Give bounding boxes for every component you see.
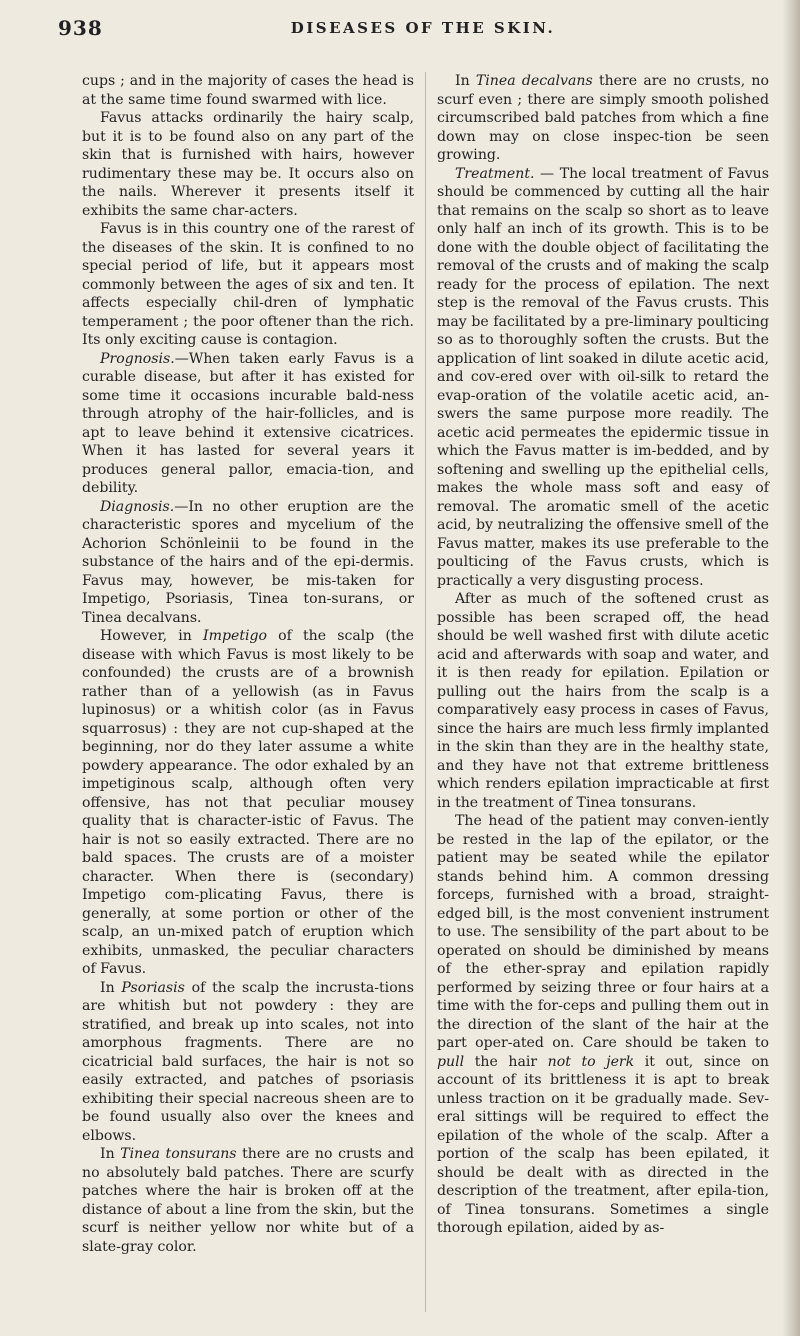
paragraph-prognosis — [82, 350, 414, 498]
column-divider — [425, 72, 426, 1312]
term-label: Impetigo — [203, 628, 268, 644]
left-column — [82, 72, 414, 1256]
paragraph-psoriasis — [82, 979, 414, 1146]
paragraph-treatment — [437, 165, 769, 591]
paragraph-diagnosis — [82, 498, 414, 628]
paragraph-text: — The local treatment of Favus should be commenced by cutting all the hair that remains on the scalp so short as to leave only half an inch of its growth. This is to be done with the double object of facilitating the removal of the crusts and of making the scalp ready for the process of epilation. The next step is the removal of the Favus crusts. This may be facilitated by a pre-liminary poulticing so as to thoroughly soften the crusts. But the application of lint soaked in dilute acetic acid, and cov-ered over with oil-silk to retard the evap-oration of the volatile acetic acid, an-swers the same purpose more readily. The acetic acid permeates the epidermic tissue in which the Favus matter is im-bedded, and by softening and swelling up the epithelial cells, makes the whole mass soft and easy of removal. The aromatic smell of the acetic acid, by neutralizing the offensive smell of the Favus matter, makes its use preferable to the poulticing of the Favus crusts, which is practically a very disgusting process. — [437, 165, 769, 589]
paragraph-text: of the scalp the incrusta-tions are whitish but not powdery : they are stratified, and break up into scales, not into amorphous fragments. There are no cicatricial bald surfaces, the hair is not so easily extracted, and patches of psoriasis exhibiting their special nacreous sheen are to be found usually also over the knees and elbows. — [82, 979, 414, 1144]
paragraph: Favus attacks ordinarily the hairy scalp, but it is to be found also on any part of the skin that is furnished with hairs, however rudimentary these may be. It occurs also on the nails. Wherever it presents itself it exhibits the same char-acters. — [82, 110, 414, 219]
paragraph-epilation — [437, 812, 769, 1238]
term-label: Tinea tonsurans — [120, 1146, 237, 1162]
section-label: Treatment. — [455, 165, 535, 182]
paragraph: Favus is in this country one of the rarest of the diseases of the skin. It is confined to no special period of life, but it appears most commonly between the ages of six and ten. It affects especially chil-dren of lymphatic temperament ; the poor oftener than the rich. Its only exciting cause is contagion. — [82, 221, 414, 348]
paragraph-text: However, in — [100, 628, 204, 644]
page-number: 938 — [58, 16, 103, 40]
paragraph-text: In — [100, 979, 122, 996]
paragraph-text: there are no crusts, no scurf even ; there are simply smooth polished circumscribed bald patches from which a fine down may on close inspec-tion be seen growing. — [437, 73, 769, 163]
emphasis: not to jerk — [547, 1053, 635, 1070]
paragraph-text: of the scalp (the disease with which Favus is most likely to be confounded) the crusts are of a brownish rather than of a yellowish (as in Favus lupinosus) or a whitish color (as in Favus squarrosus) : they are not cup-shaped at the beginning, nor do they later assume a white powdery appearance. The odor exhaled by an impetiginous scalp, although often very offensive, has not that peculiar mousey quality that is character-istic of Favus. The hair is not so easily extracted. There are no bald spaces. The crusts are of a moister character. When there is (secondary) Impetigo com-plicating Favus, there is generally, at some portion or other of the scalp, an un-mixed patch of eruption which exhibits, unmasked, the peculiar characters of Favus. — [82, 628, 415, 977]
paragraph-tinea-tonsurans — [82, 1145, 414, 1256]
paragraph-text: —When taken early Favus is a curable disease, but after it has existed for some time it occasions incurable bald-ness through atrophy of the hair-follicles, and is apt to leave behind it extensive cicatrices. When it has lasted for several years it produces general pallor, emacia-tion, and debility. — [82, 350, 414, 496]
paragraph-text: The head of the patient may conven-iently be rested in the lap of the epilator, or the patient may be seated while the epilator stands behind him. A common dressing forceps, furnished with a broad, straight-edged bill, is the most convenient instrument to use. The sensibility of the part about to be operated on should be diminished by means of the ether-spray and epilation rapidly performed by seizing three or four hairs at a time with the for-ceps and pulling them out in the direction of the slant of the hair at the part oper-ated on. Care should be taken to — [437, 813, 769, 1051]
running-title: DISEASES OF THE SKIN. — [290, 19, 556, 37]
page-edge-shadow — [782, 0, 800, 1336]
term-label: Tinea decalvans — [475, 73, 593, 89]
paragraph-text: —In no other eruption are the characteristic spores and mycelium of the Achorion Schönleinii to be found in the substance of the hairs and of the epi-dermis. Favus may, however, be mis-taken for Impetigo, Psoriasis, Tinea ton-surans, or Tinea decalvans. — [82, 498, 414, 626]
term-label: Psoriasis — [121, 979, 185, 996]
paragraph-text: In — [100, 1146, 121, 1162]
section-label: Diagnosis. — [100, 498, 175, 515]
paragraph-text: it out, since on account of its brittleness it is apt to break unless traction on it be gradually made. Sev-eral sittings will be required to effect the epilation of the whole of the scalp. After a portion of the scalp has been epilated, it should be dealt with as directed in the description of the treatment, after epila-tion, of Tinea tonsurans. Sometimes a single thorough epilation, aided by as- — [437, 1053, 770, 1236]
emphasis: pull — [437, 1053, 465, 1070]
paragraph-text: the hair — [464, 1053, 548, 1070]
right-column — [437, 72, 769, 1238]
paragraph-tinea-decalvans — [437, 72, 769, 165]
paragraph: cups ; and in the majority of cases the head is at the same time found swarmed with lice. — [82, 73, 414, 108]
section-label: Prognosis. — [100, 350, 175, 367]
paragraph-text: In — [455, 73, 476, 89]
paragraph-text: there are no crusts and no absolutely bald patches. There are scurfy patches where the hair is broken off at the distance of about a line from the skin, but the scurf is neither yellow nor white but of a slate-gray color. — [82, 1146, 414, 1255]
page-header — [58, 16, 748, 46]
paragraph: After as much of the softened crust as possible has been scraped off, the head should be well washed first with dilute acetic acid and afterwards with soap and water, and it is then ready for epilation. Epilation or pulling out the hairs from the scalp is a comparatively easy process in cases of Favus, since the hairs are much less firmly implanted in the skin than they are in the healthy state, and they have not that extreme brittleness which renders epilation impracticable at first in the treatment of Tinea tonsurans. — [437, 591, 769, 811]
paragraph-impetigo — [82, 627, 414, 979]
